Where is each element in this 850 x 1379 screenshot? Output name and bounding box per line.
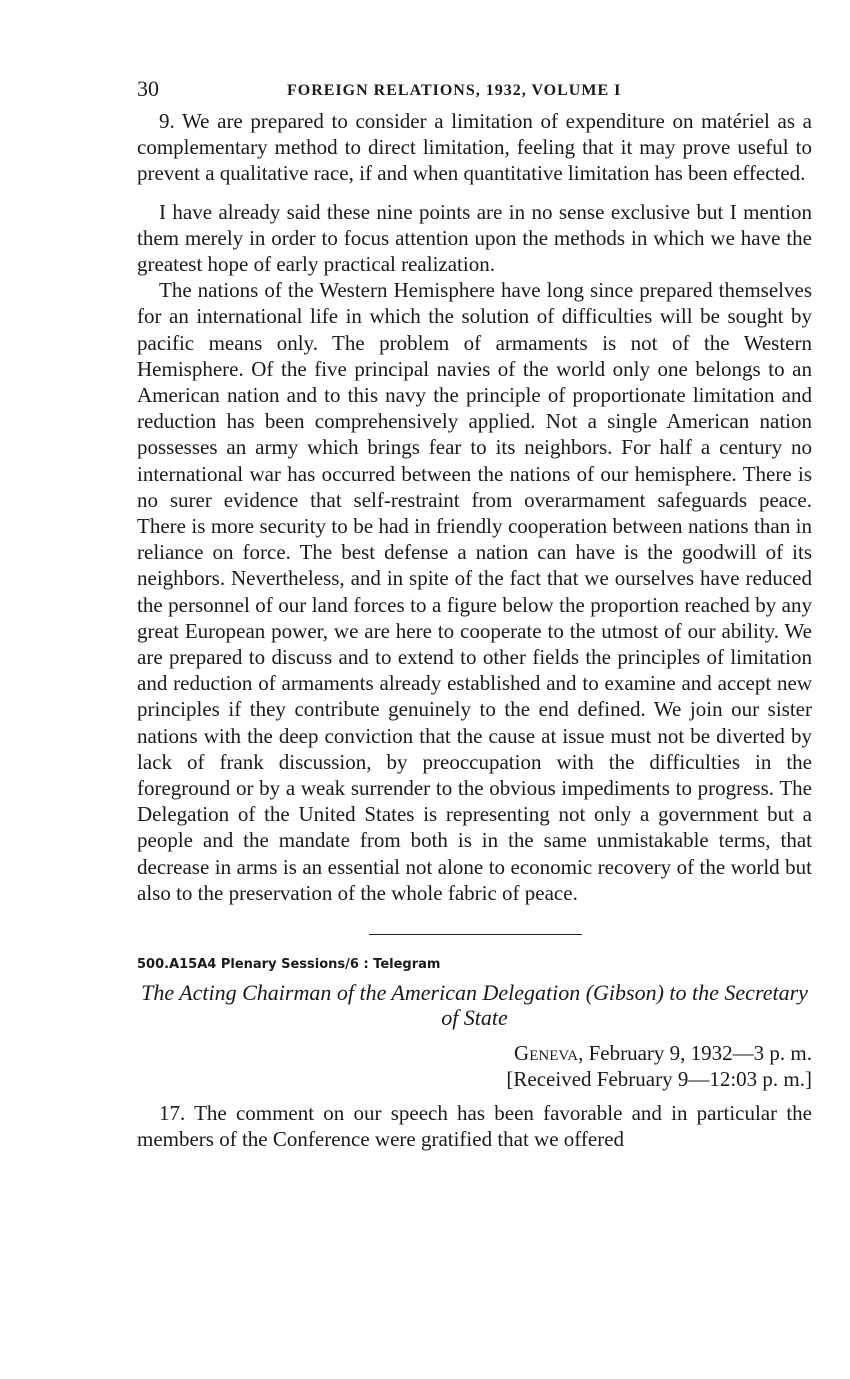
- page-number: 30: [137, 76, 159, 101]
- paragraph-western-hemisphere: The nations of the Western Hemisphere have long since prepared themselves for an international life in which the solution of difficulties will be sought by pacific means only. The problem of armaments is not of the Western Hemisphere. Of the five principal navies of the world only one belongs to an American nation and to this navy the principle of proportionate limitation and reduction has been comprehensively applied. Not a single American nation possesses an army which brings fear to its neighbors. For half a century no international war has occurred between the nations of our hemisphere. There is no surer evidence that self-restraint from overarmament safeguards peace. There is more security to be had in friendly cooperation between nations than in reliance on force. The best defense a nation can have is the goodwill of its neighbors. Nevertheless, and in spite of the fact that we ourselves have reduced the personnel of our land forces to a figure below the proportion reached by any great European power, we are here to cooperate to the utmost of our ability. We are prepared to discuss and to extend to other fields the principles of limitation and reduction of armaments already established and to examine and accept new principles if they contribute genuinely to the end defined. We join our sister nations with the deep conviction that the cause at issue must not be diverted by lack of frank discussion, by preoccupation with the difficulties in the foreground or by a weak surrender to the obvious impediments to progress. The Delegation of the United States is representing not only a government but a people and the mandate from both is in the same unmistakable terms, that decrease in arms is an essential not alone to economic recovery of the world but also to the preservation of the whole fabric of peace.: [137, 278, 812, 905]
- dateline-place: Geneva: [514, 1041, 579, 1066]
- paragraph-point-nine: 9. We are prepared to consider a limitation of expenditure on matériel as a complementary method to direct limitation, feeling that it may prove useful to prevent a qualitative race, if and when quantitative limitation has been effected.: [137, 109, 812, 186]
- dateline-sent: [137, 1040, 812, 1066]
- paragraph-nine-points: I have already said these nine points are in no sense exclusive but I mention them merely in order to focus attention upon the methods in which we have the greatest hope of early practical realization.: [137, 199, 812, 277]
- section-divider: [369, 934, 582, 935]
- file-reference: 500.A15A4 Plenary Sessions/6 : Telegram: [137, 957, 441, 973]
- dateline-received: [Received February 9—12:03 p. m.]: [506, 1067, 812, 1092]
- running-title: FOREIGN RELATIONS, 1932, VOLUME I: [287, 82, 622, 99]
- document-title: The Acting Chairman of the American Delegation (Gibson) to the Secretary of State: [141, 980, 808, 1031]
- running-head: [137, 76, 812, 108]
- dateline-date: , February 9, 1932—3 p. m.: [578, 1041, 812, 1066]
- paragraph-17: 17. The comment on our speech has been favorable and in particular the members of the Conference were gratified that we offered: [137, 1101, 812, 1152]
- dateline: [137, 1040, 812, 1092]
- document-page: [137, 76, 812, 1153]
